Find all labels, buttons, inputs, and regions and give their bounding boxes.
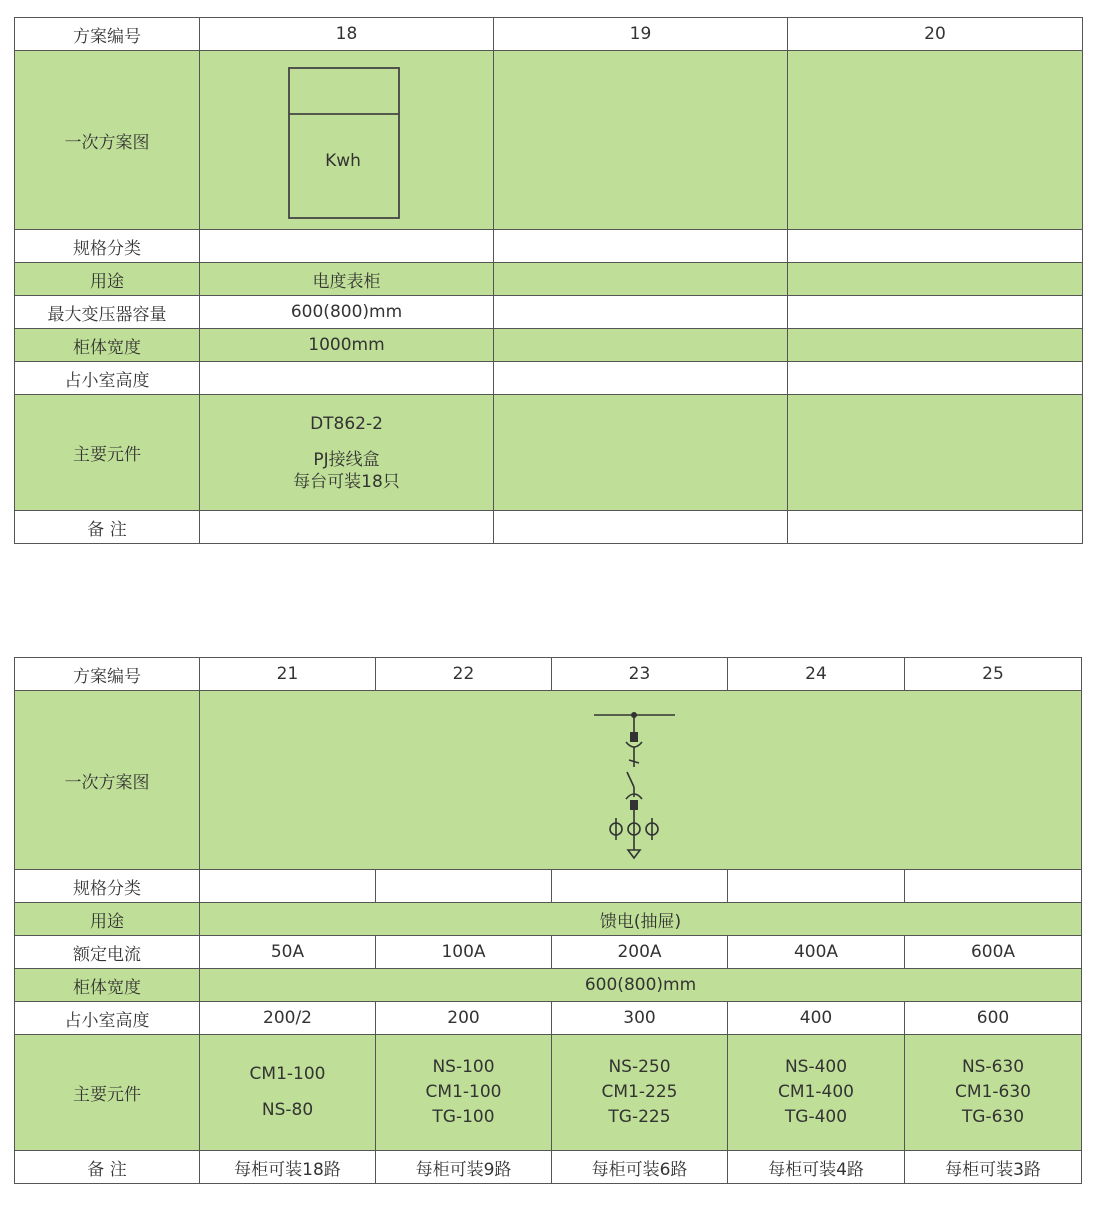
width-cell-18: 1000mm (200, 329, 494, 362)
scheme-table-2 (14, 657, 1082, 1184)
height-cell: 300 (552, 1002, 728, 1035)
row-label-diagram: 一次方案图 (15, 691, 200, 870)
column-header-22: 22 (376, 658, 552, 691)
feeder-circuit-diagram (200, 692, 1080, 868)
diagram-cell-18 (200, 51, 494, 230)
meter-cabinet-diagram (200, 52, 494, 228)
table-row (15, 870, 1082, 903)
row-label-usage: 用途 (15, 263, 200, 296)
components-cell-25 (905, 1035, 1082, 1151)
kwh-label: Kwh (325, 151, 361, 171)
table-row (15, 362, 1083, 395)
components-cell-22 (376, 1035, 552, 1151)
row-label-scheme-no: 方案编号 (15, 658, 200, 691)
remark-cell: 每柜可装18路 (200, 1151, 376, 1184)
height-cell: 400 (728, 1002, 905, 1035)
table-row (15, 18, 1083, 51)
row-label-components: 主要元件 (15, 1035, 200, 1151)
table-row (15, 658, 1082, 691)
rated-current-cell: 600A (905, 936, 1082, 969)
row-label-diagram: 一次方案图 (15, 51, 200, 230)
diagram-cell-19 (494, 51, 788, 230)
upper-plug-contact (626, 742, 642, 747)
row-label-width: 柜体宽度 (15, 969, 200, 1002)
rated-current-cell: 200A (552, 936, 728, 969)
component-line: NS-400 (784, 1057, 848, 1077)
components-cell-21 (200, 1035, 376, 1151)
component-line: TG-400 (784, 1107, 848, 1127)
component-line: NS-630 (961, 1057, 1025, 1077)
row-label-max-transformer: 最大变压器容量 (15, 296, 200, 329)
column-header-23: 23 (552, 658, 728, 691)
components-cell-23 (552, 1035, 728, 1151)
components-cell-18 (200, 395, 494, 511)
component-line: NS-250 (608, 1057, 671, 1077)
table-row (15, 1151, 1082, 1184)
component-line: CM1-400 (778, 1082, 854, 1102)
row-label-spec: 规格分类 (15, 230, 200, 263)
rated-current-cell: 50A (200, 936, 376, 969)
component-line: CM1-100 (425, 1082, 502, 1102)
rated-current-cell: 100A (376, 936, 552, 969)
row-label-rated-current: 额定电流 (15, 936, 200, 969)
remark-cell: 每柜可装9路 (376, 1151, 552, 1184)
row-label-height: 占小室高度 (15, 1002, 200, 1035)
table-row (15, 230, 1083, 263)
upper-contact-block (630, 732, 638, 742)
column-header-20: 20 (788, 18, 1083, 51)
component-line: TG-100 (432, 1107, 495, 1127)
component-line: TG-630 (961, 1107, 1025, 1127)
row-label-scheme-no: 方案编号 (15, 18, 200, 51)
table-row (15, 296, 1083, 329)
table-row (15, 1035, 1082, 1151)
table-row (15, 329, 1083, 362)
width-cell: 600(800)mm (200, 969, 1082, 1002)
component-line: 每台可装18只 (293, 471, 400, 492)
column-header-25: 25 (905, 658, 1082, 691)
column-header-18: 18 (200, 18, 494, 51)
usage-cell-18: 电度表柜 (200, 263, 494, 296)
component-line: PJ接线盒 (313, 449, 380, 470)
bus-junction-dot (631, 712, 637, 718)
height-cell: 200/2 (200, 1002, 376, 1035)
table-row (15, 1002, 1082, 1035)
row-label-remark: 备 注 (15, 511, 200, 544)
row-label-spec: 规格分类 (15, 870, 200, 903)
column-header-21: 21 (200, 658, 376, 691)
height-cell: 200 (376, 1002, 552, 1035)
height-cell: 600 (905, 1002, 1082, 1035)
remark-cell: 每柜可装6路 (552, 1151, 728, 1184)
max-transformer-cell-18: 600(800)mm (200, 296, 494, 329)
component-line: TG-225 (608, 1107, 671, 1127)
row-label-height: 占小室高度 (15, 362, 200, 395)
rated-current-cell: 400A (728, 936, 905, 969)
component-line: NS-80 (261, 1100, 314, 1120)
column-header-19: 19 (494, 18, 788, 51)
component-line: NS-100 (432, 1057, 495, 1077)
table-row (15, 511, 1083, 544)
row-label-usage: 用途 (15, 903, 200, 936)
remark-cell: 每柜可装4路 (728, 1151, 905, 1184)
row-label-components: 主要元件 (15, 395, 200, 511)
table-row (15, 969, 1082, 1002)
table-row (15, 691, 1082, 870)
component-line: CM1-100 (249, 1064, 326, 1084)
row-label-width: 柜体宽度 (15, 329, 200, 362)
lower-contact-block (630, 800, 638, 810)
feeder-diagram-cell (200, 691, 1082, 870)
column-header-24: 24 (728, 658, 905, 691)
component-line: CM1-630 (955, 1082, 1031, 1102)
component-line: CM1-225 (601, 1082, 678, 1102)
component-line: DT862-2 (310, 413, 383, 434)
row-label-remark: 备 注 (15, 1151, 200, 1184)
table-row (15, 395, 1083, 511)
output-arrow-icon (628, 850, 640, 858)
components-cell-24 (728, 1035, 905, 1151)
usage-cell: 馈电(抽屉) (200, 903, 1082, 936)
remark-cell: 每柜可装3路 (905, 1151, 1082, 1184)
table-row (15, 903, 1082, 936)
breaker-switch-icon (627, 772, 634, 787)
table-row (15, 51, 1083, 230)
scheme-table-1 (14, 17, 1083, 544)
table-row (15, 936, 1082, 969)
table-row (15, 263, 1083, 296)
cabinet-outline (289, 68, 399, 218)
diagram-cell-20 (788, 51, 1083, 230)
